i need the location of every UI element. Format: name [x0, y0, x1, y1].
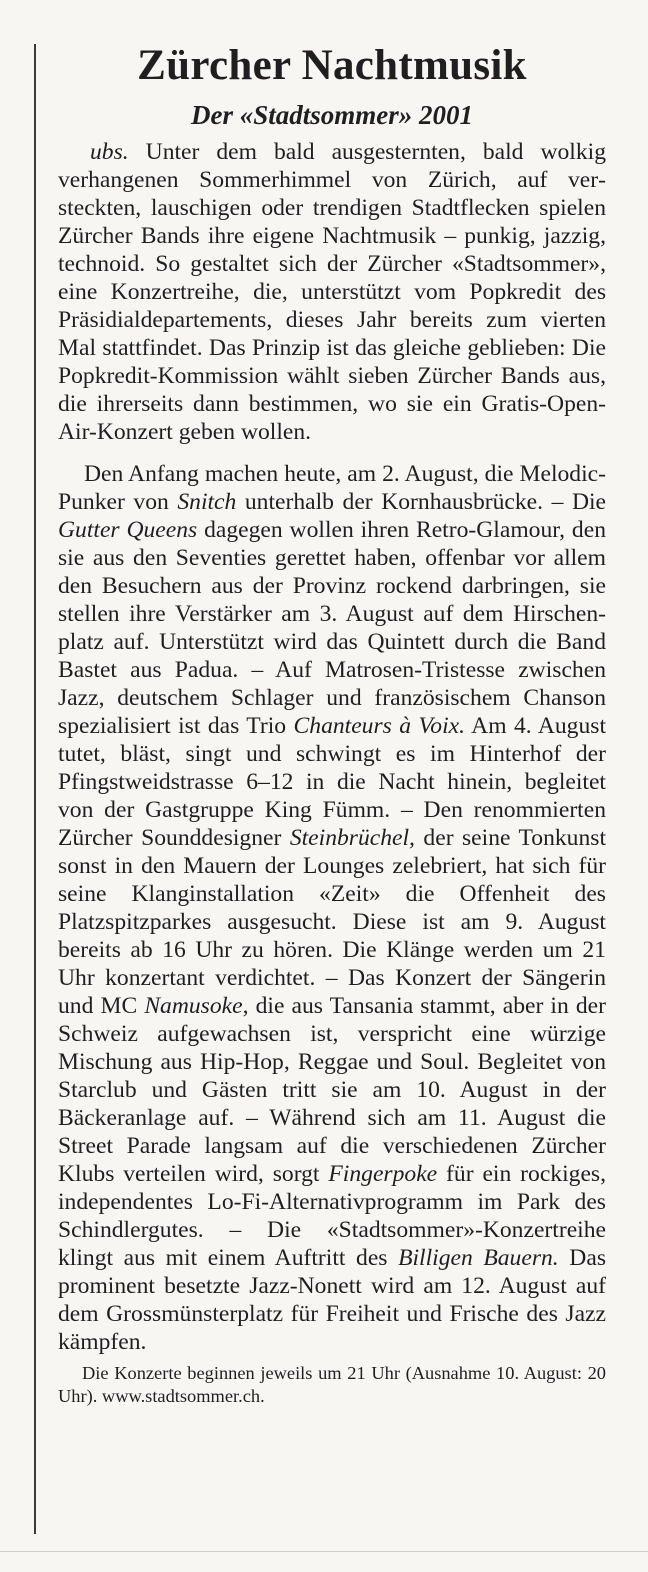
subhead: Der «Stadtsommer» 2001 [190, 100, 473, 130]
program-text-5: der seine Tonkunst sonst in den Mauern der Lounges zelebriert, hat sich für seine Klanginstallation «Zeit» die Offenheit des Platzspitzparkes ausgesucht. Diese ist am 9. August bereits ab 16 Uhr zu hören. Die Klänge werden um 21 Uhr konzertant verdichtet. – Das Konzert der Sängerin und MC [58, 825, 606, 1019]
program-text-6: die aus Tansania stammt, aber in der Schweiz aufgewachsen ist, verspricht eine würzige Mischung aus Hip-Hop, Reggae und Soul. Begleitet von Starclub und Gästen tritt sie am 10. August in der Bäckeranlage auf. – Während sich am 11. August die Street Parade langsam auf die verschiedenen Zürcher Klubs verteilen wird, sorgt [58, 993, 607, 1187]
author-initials: ubs. [90, 139, 129, 165]
headline: Zürcher Nachtmusik [137, 42, 527, 89]
paragraph-intro [58, 138, 606, 446]
program-text-8: Das prominent besetzte Jazz-Nonett wird am 12. August auf dem Grossmünsterplatz für Freiheit und Frische des Jazz kämpfen. [58, 1245, 606, 1355]
program-text-3: dagegen wollen ihren Retro-Glamour, den sie aus den Seventies gerettet haben, offenbar vor allem den Besuchern aus der Provinz rockend darbringen, sie stellen ihre Verstärker am 3. August auf dem Hirschenplatz auf. Unterstützt wird das Quintett durch die Band Bastet aus Padua. – Auf Matrosen-Tristesse zwischen Jazz, deutschem Schlager und französischem Chanson spezialisiert ist das Trio [58, 517, 607, 739]
band-name-billigen-bauern: Billigen Bauern. [398, 1245, 559, 1271]
footnote-schedule: Die Konzerte beginnen jeweils um 21 Uhr (Ausnahme 10. August: 20 Uhr). www.stadtsommer.ch. [58, 1363, 606, 1406]
artist-name-steinbruechel: Steinbrüchel, [289, 825, 415, 851]
program-text-1: Den Anfang machen heute, am 2. August, die Melodic-Punker von [58, 461, 606, 515]
band-name-snitch: Snitch [177, 489, 237, 515]
band-name-chanteurs-a-voix: Chanteurs à Voix. [293, 713, 466, 739]
column-rule [34, 44, 36, 1534]
article [58, 40, 606, 1408]
artist-name-namusoke: Namusoke, [144, 993, 249, 1019]
band-name-gutter-queens: Gutter Queens [58, 517, 198, 543]
bottom-rule [0, 1551, 648, 1552]
paragraph-program [58, 460, 606, 1356]
program-text-2: unterhalb der Kornhausbrücke. – Die [236, 489, 607, 515]
program-text-7: für ein rockiges, independentes Lo-Fi-Alternativprogramm im Park des Schindlergutes. – Die «Stadtsommer»-Konzertreihe klingt aus mit einem Auftritt des [58, 1161, 606, 1271]
intro-text: Unter dem bald ausgesternten, bald wolkig verhangenen Sommerhimmel von Zürich, auf versteckten, lauschigen oder trendigen Stadtflecken spielen Zürcher Bands ihre eigene Nachtmusik – punkig, jazzig, technoid. So gestaltet sich der Zürcher «Stadtsommer», eine Konzertreihe, die, unterstützt vom Popkredit des Präsidialdepartements, dieses Jahr bereits zum vierten Mal stattfindet. Das Prinzip ist das gleiche geblieben: Die Popkredit-Kommission wählt sieben Zürcher Bands aus, die ihrerseits dann bestimmen, wo sie ein Gratis-Open-Air-Konzert geben wollen. [58, 139, 606, 445]
program-text-4: Am 4. August tutet, bläst, singt und schwingt es im Hinterhof der Pfingstweidstrasse 6–12 in die Nacht hinein, begleitet von der Gastgruppe King Fümm. – Den renommierten Zürcher Sounddesigner [58, 713, 606, 851]
band-name-fingerpoke: Fingerpoke [328, 1161, 438, 1187]
